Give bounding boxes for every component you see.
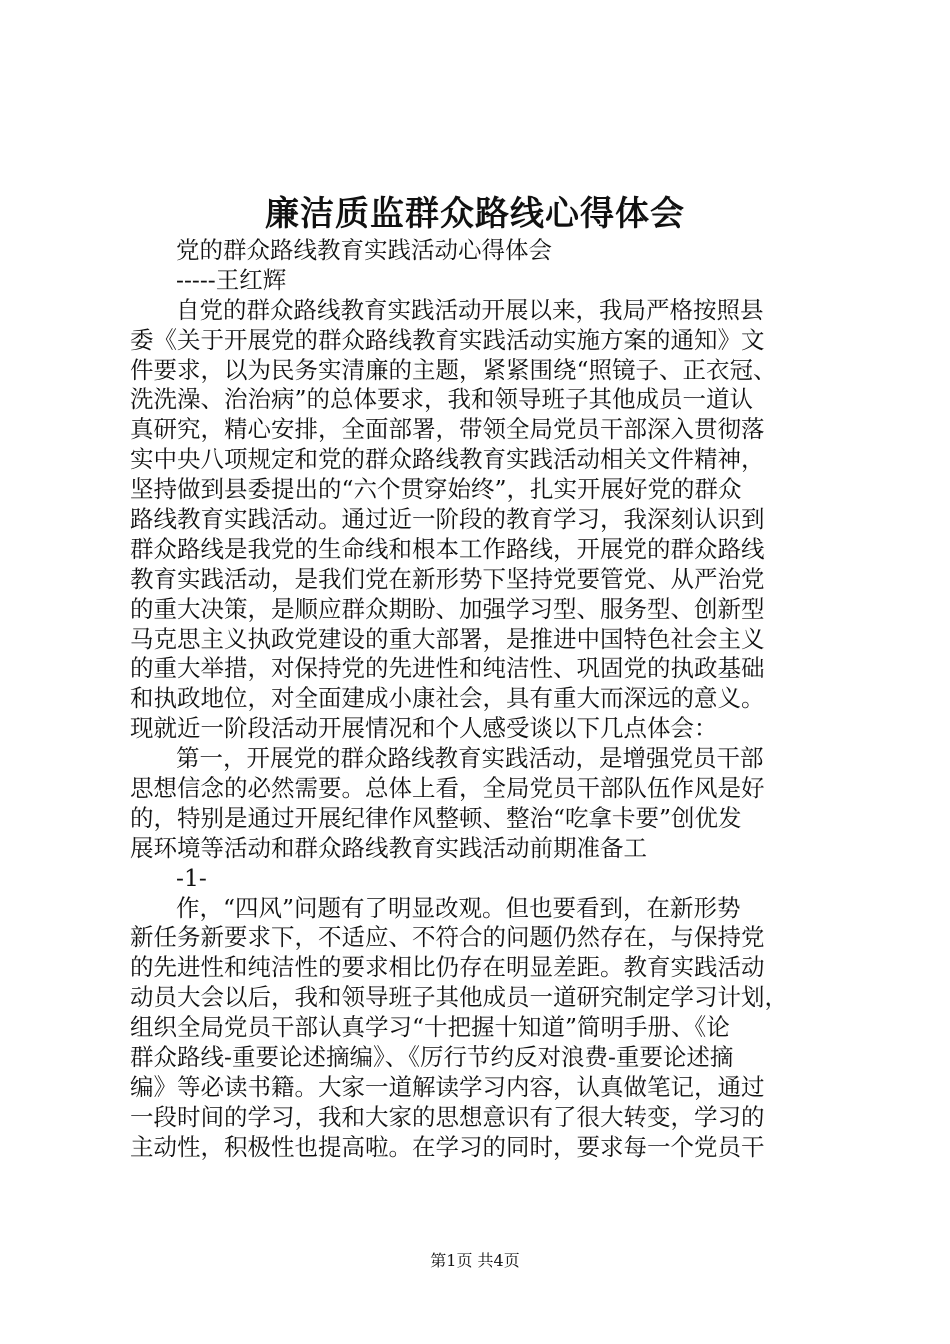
paragraph-line: 动员大会以后，我和领导班子其他成员一道研究制定学习计划， — [130, 983, 788, 1012]
paragraph-line: 的先进性和纯洁性的要求相比仍存在明显差距。教育实践活动 — [130, 953, 765, 982]
subtitle: 党的群众路线教育实践活动心得体会 — [176, 236, 552, 264]
document-title: 廉洁质监群众路线心得体会 — [265, 194, 685, 234]
author-line: -----王红辉 — [176, 265, 287, 294]
paragraph-line: 委《关于开展党的群众路线教育实践活动实施方案的通知》文 — [130, 325, 765, 354]
paragraph-line: 件要求，以为民务实清廉的主题，紧紧围绕“照镜子、正衣冠、 — [130, 355, 777, 384]
paragraph-line: 真研究，精心安排，全面部署，带领全局党员干部深入贯彻落 — [130, 415, 765, 444]
paragraph-line: 一段时间的学习，我和大家的思想意识有了很大转变，学习的 — [130, 1102, 765, 1131]
paragraph-line: -1- — [176, 863, 207, 892]
paragraph-line: 第一，开展党的群众路线教育实践活动，是增强党员干部 — [176, 744, 764, 773]
paragraph-line: 思想信念的必然需要。总体上看，全局党员干部队伍作风是好 — [130, 774, 765, 803]
paragraph-line: 展环境等活动和群众路线教育实践活动前期准备工 — [130, 833, 647, 862]
paragraph-line: 坚持做到县委提出的“六个贯穿始终”，扎实开展好党的群众 — [130, 475, 742, 504]
paragraph-line: 群众路线-重要论述摘编》、《厉行节约反对浪费-重要论述摘 — [130, 1043, 734, 1072]
document-body — [130, 236, 830, 1163]
paragraph-line: 马克思主义执政党建设的重大部署，是推进中国特色社会主义 — [130, 624, 765, 653]
paragraph-line: 路线教育实践活动。通过近一阶段的教育学习，我深刻认识到 — [130, 505, 765, 534]
paragraph-line: 组织全局党员干部认真学习“十把握十知道”简明手册、《论 — [130, 1013, 730, 1042]
paragraph-line: 的重大举措，对保持党的先进性和纯洁性、巩固党的执政基础 — [130, 654, 765, 683]
paragraph-line: 新任务新要求下，不适应、不符合的问题仍然存在，与保持党 — [130, 923, 765, 952]
paragraph-line: 群众路线是我党的生命线和根本工作路线，开展党的群众路线 — [130, 534, 765, 563]
paragraph-line: 现就近一阶段活动开展情况和个人感受谈以下几点体会： — [130, 714, 718, 743]
paragraph-line: 实中央八项规定和党的群众路线教育实践活动相关文件精神， — [130, 445, 765, 474]
paragraph-line: 和执政地位，对全面建成小康社会，具有重大而深远的意义。 — [130, 684, 765, 713]
paragraph-line: 的重大决策，是顺应群众期盼、加强学习型、服务型、创新型 — [130, 594, 765, 623]
paragraph-line: 教育实践活动，是我们党在新形势下坚持党要管党、从严治党 — [130, 564, 765, 593]
page-footer: 第1页 共4页 — [430, 1251, 520, 1270]
paragraph-line: 主动性，积极性也提高啦。在学习的同时，要求每一个党员干 — [130, 1132, 765, 1161]
paragraph-line: 洗洗澡、治治病”的总体要求，我和领导班子其他成员一道认 — [130, 385, 754, 414]
paragraph-line: 编》等必读书籍。大家一道解读学习内容，认真做笔记，通过 — [130, 1072, 765, 1101]
paragraph-line: 自党的群众路线教育实践活动开展以来，我局严格按照县 — [176, 295, 764, 324]
paragraph-line: 作，“四风”问题有了明显改观。但也要看到，在新形势 — [176, 893, 741, 922]
paragraph-line: 的，特别是通过开展纪律作风整顿、整治“吃拿卡要”创优发 — [130, 803, 742, 832]
